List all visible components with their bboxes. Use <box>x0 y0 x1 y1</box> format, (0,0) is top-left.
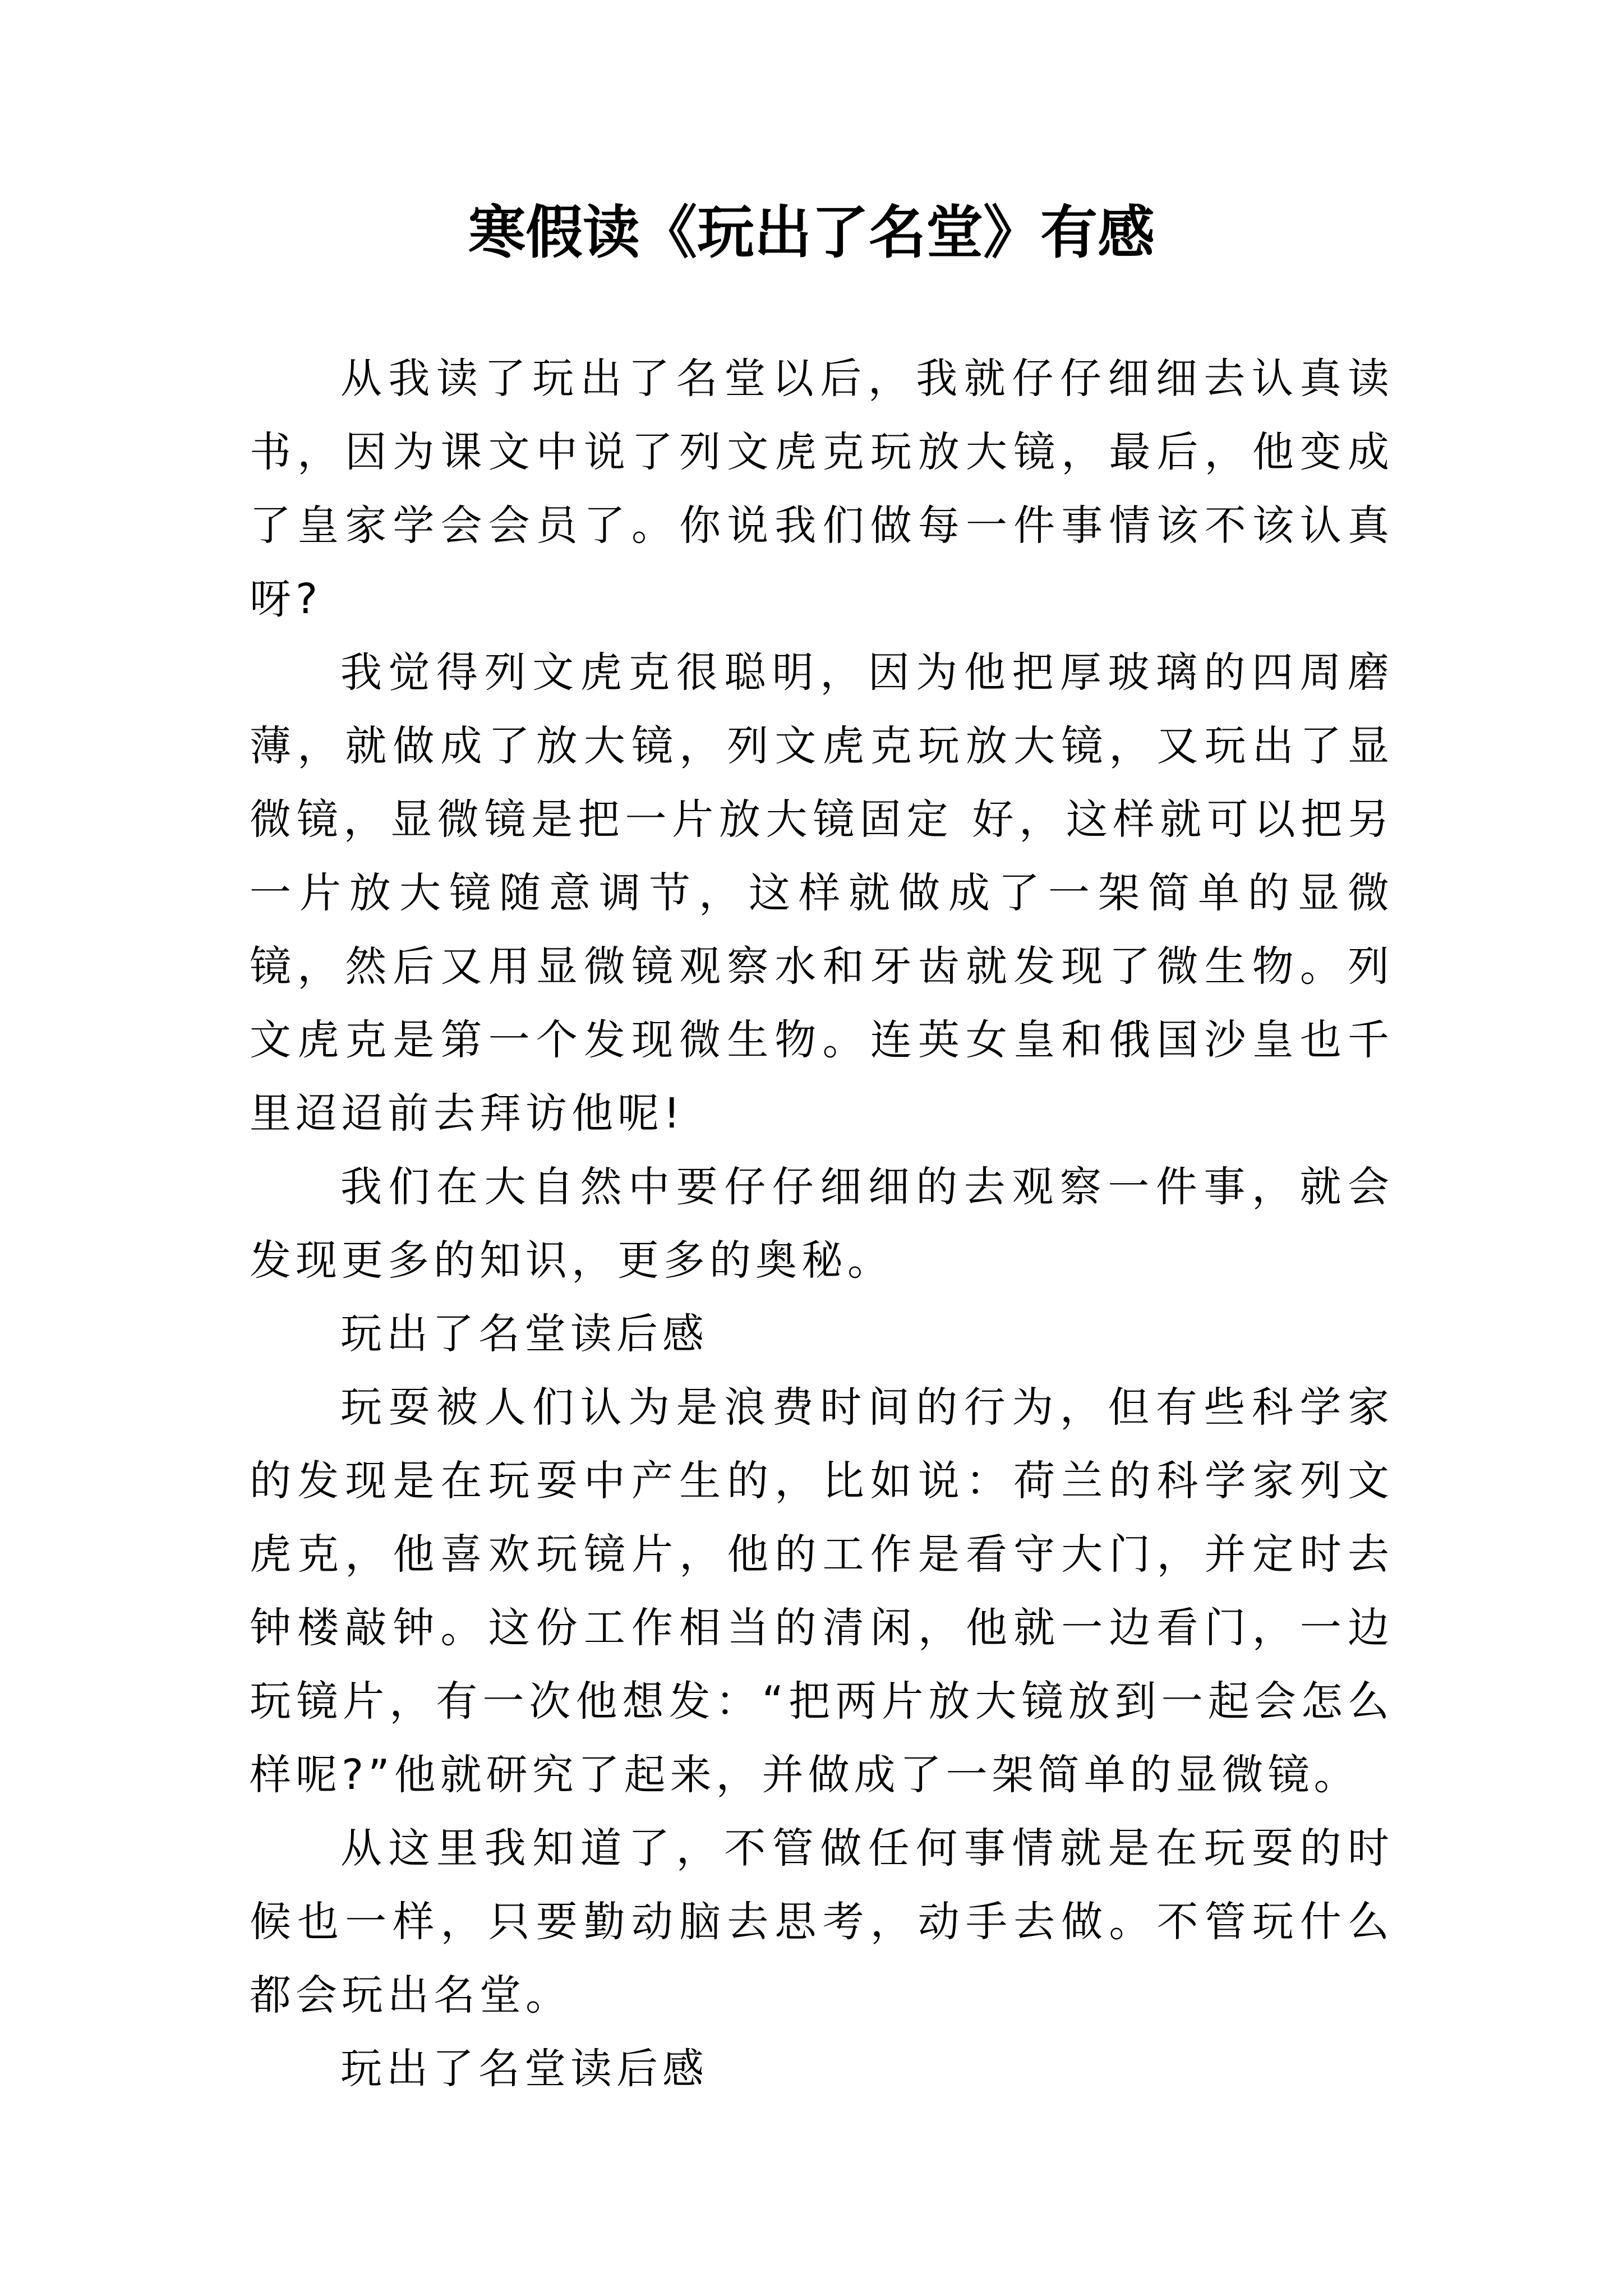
section-heading: 玩出了名堂读后感 <box>340 1310 708 1358</box>
paragraph: 我觉得列文虎克很聪明，因为他把厚玻璃的四周磨薄，就做成了放大镜，列文虎克玩放大镜，又玩出了显微镜，显微镜是把一片放大镜固定 好，这样就可以把另一片放大镜随意调节，这样就做成了一架简单的显微镜，然后又用显微镜观察水和牙齿就发现了微生物。列文虎克是第一个发现微生物。连英女皇和俄国沙皇也千里迢迢前去拜访他呢! <box>250 648 1394 1138</box>
document-title: 寒假读《玩出了名堂》有感 <box>468 199 1155 266</box>
paragraph: 玩耍被人们认为是浪费时间的行为，但有些科学家的发现是在玩耍中产生的，比如说：荷兰的科学家列文虎克，他喜欢玩镜片，他的工作是看守大门，并定时去钟楼敲钟。这份工作相当的清闲，他就一边看门，一边玩镜片，有一次他想发：“把两片放大镜放到一起会怎么样呢?”他就研究了起来，并做成了一架简单的显微镜。 <box>250 1383 1394 1799</box>
paragraph: 从我读了玩出了名堂以后，我就仔仔细细去认真读书，因为课文中说了列文虎克玩放大镜，最后，他变成了皇家学会会员了。你说我们做每一件事情该不该认真呀? <box>250 355 1394 623</box>
paragraph: 我们在大自然中要仔仔细细的去观察一件事，就会发现更多的知识，更多的奥秘。 <box>250 1163 1394 1285</box>
section-heading: 玩出了名堂读后感 <box>340 2045 708 2093</box>
document-body <box>250 342 1394 2106</box>
paragraph: 从这里我知道了，不管做任何事情就是在玩耍的时候也一样，只要勤动脑去思考，动手去做。不管玩什么都会玩出名堂。 <box>250 1824 1394 2019</box>
